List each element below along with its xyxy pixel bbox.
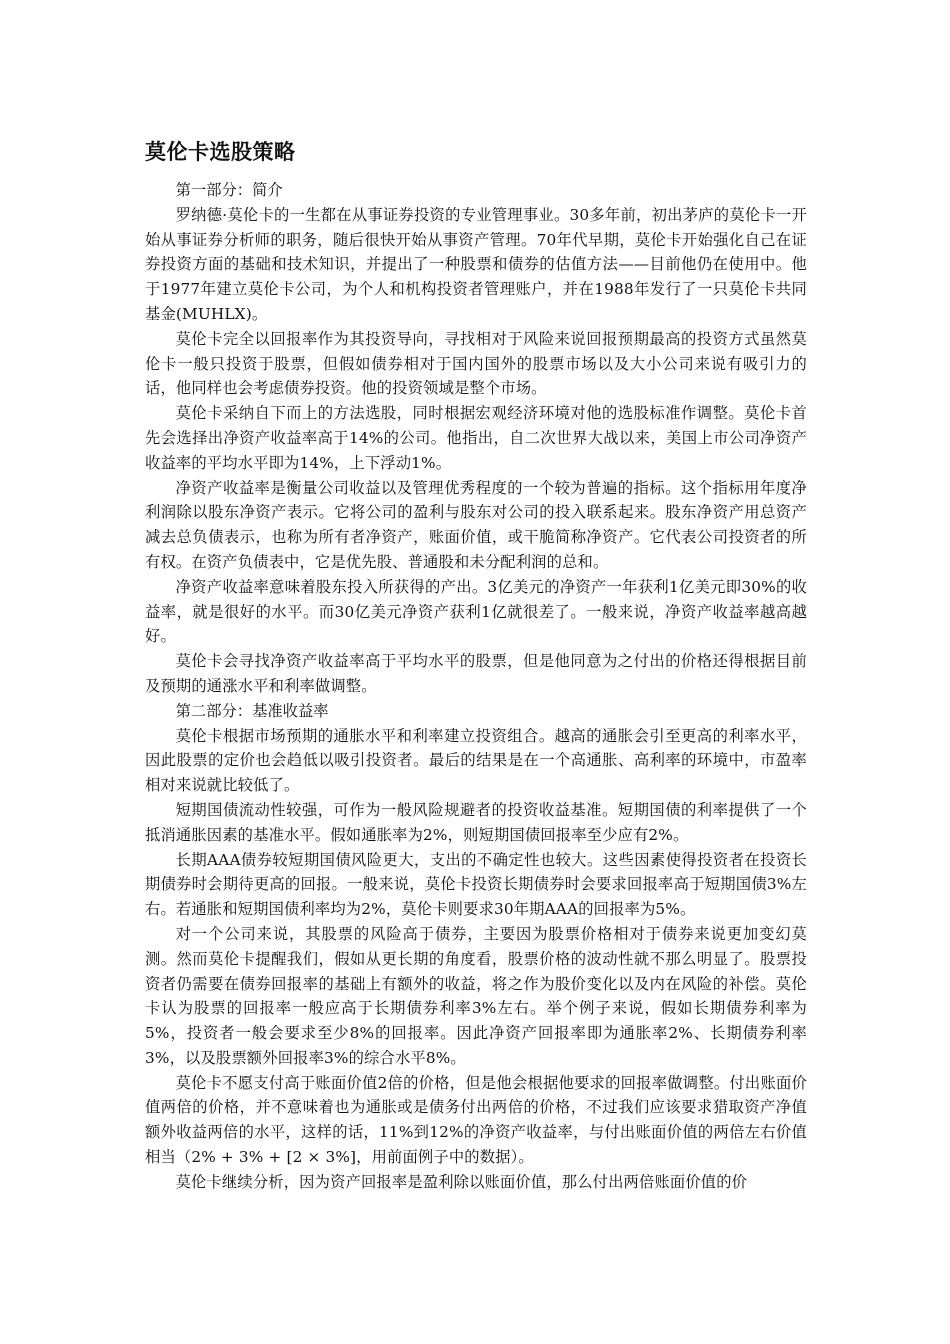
paragraph: 净资产收益率意味着股东投入所获得的产出。3亿美元的净资产一年获利1亿美元即30%的收益率，就是很好的水平。而30亿美元净资产获利1亿就很差了。一般来说，净资产收益率越高越好。 xyxy=(145,577,807,646)
section-heading-benchmark: 第二部分：基准收益率 xyxy=(175,701,329,720)
paragraph: 长期AAA债券较短期国债风险更大，支出的不确定性也较大。这些因素使得投资者在投资长期债券时会期待更高的回报。一般来说，莫伦卡投资长期债券时会要求回报率高于短期国债3%左右。若通胀和短期国债利率均为2%，莫伦卡则要求30年期AAA的回报率为5%。 xyxy=(145,850,807,919)
section-heading-intro: 第一部分：简介 xyxy=(175,181,283,199)
paragraph: 短期国债流动性较强，可作为一般风险规避者的投资收益基准。短期国债的利率提供了一个抵消通胀因素的基准水平。假如通胀率为2%，则短期国债回报率至少应有2%。 xyxy=(145,800,807,844)
paragraph: 莫伦卡会寻找净资产收益率高于平均水平的股票，但是他同意为之付出的价格还得根据目前及预期的通涨水平和利率做调整。 xyxy=(145,652,807,695)
paragraph: 对一个公司来说，其股票的风险高于债券，主要因为股票价格相对于债券来说更加变幻莫测。然而莫伦卡提醒我们，假如从更长期的角度看，股票价格的波动性就不那么明显了。股票投资者仍需要在债券回报率的基础上有额外的收益，将之作为股价变化以及内在风险的补偿。莫伦卡认为股票的回报率一般应高于长期债券利率3%左右。举个例子来说，假如长期债券利率为5%，投资者一般会要求至少8%的回报率。因此净资产回报率即为通胀率2%、长期债券利率3%，以及股票额外回报率3%的综合水平8%。 xyxy=(145,924,807,1067)
paragraph: 净资产收益率是衡量公司收益以及管理优秀程度的一个较为普遍的指标。这个指标用年度净利润除以股东净资产表示。它将公司的盈利与股东对公司的投入联系起来。股东净资产用总资产减去总负债表示，也称为所有者净资产，账面价值，或干脆简称净资产。它代表公司投资者的所有权。在资产负债表中，它是优先股、普通股和未分配利润的总和。 xyxy=(145,478,807,571)
paragraph: 莫伦卡根据市场预期的通胀水平和利率建立投资组合。越高的通胀会引至更高的利率水平，因此股票的定价也会趋低以吸引投资者。最后的结果是在一个高通胀、高利率的环境中，市盈率相对来说就比较低了。 xyxy=(145,726,807,795)
document-title: 莫伦卡选股策略 xyxy=(145,140,296,164)
paragraph: 莫伦卡采纳自下而上的方法选股，同时根据宏观经济环境对他的选股标准作调整。莫伦卡首先会选择出净资产收益率高于14%的公司。他指出，自二次世界大战以来，美国上市公司净资产收益率的平均水平即为14%，上下浮动1%。 xyxy=(145,404,807,472)
paragraph: 莫伦卡不愿支付高于账面价值2倍的价格，但是他会根据他要求的回报率做调整。付出账面价值两倍的价格，并不意味着也为通胀或是债务付出两倍的价格，不过我们应该要求猎取资产净值额外收益两倍的水平，这样的话，11%到12%的净资产收益率，与付出账面价值的两倍左右价值相当（2% + 3% + [2 × 3%]，用前面例子中的数据）。 xyxy=(145,1073,807,1167)
document-page xyxy=(145,136,807,1195)
paragraph: 莫伦卡继续分析，因为资产回报率是盈利除以账面价值，那么付出两倍账面价值的价 xyxy=(175,1172,748,1191)
paragraph: 莫伦卡完全以回报率作为其投资导向，寻找相对于风险来说回报预期最高的投资方式虽然莫伦卡一般只投资于股票，但假如债券相对于国内国外的股票市场以及大小公司来说有吸引力的话，他同样也会考虑债券投资。他的投资领域是整个市场。 xyxy=(145,329,807,398)
paragraph: 罗纳德·莫伦卡的一生都在从事证券投资的专业管理事业。30多年前，初出茅庐的莫伦卡一开始从事证券分析师的职务，随后很快开始从事资产管理。70年代早期，莫伦卡开始强化自己在证券投资方面的基础和技术知识，并提出了一种股票和债券的估值方法——目前他仍在使用中。他于1977年建立莫伦卡公司，为个人和机构投资者管理账户，并在1988年发行了一只莫伦卡共同基金(MUHLX)。 xyxy=(145,205,807,323)
